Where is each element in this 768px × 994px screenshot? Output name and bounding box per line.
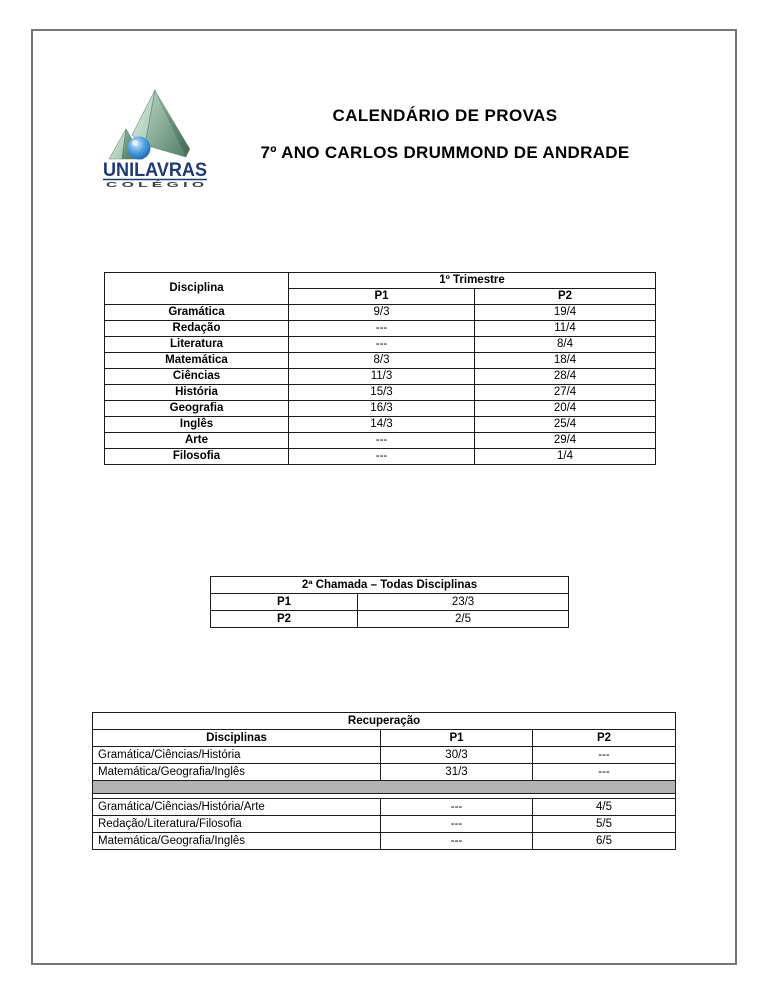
- cell-value: 23/3: [358, 594, 569, 611]
- cell-disciplina: Matemática: [105, 353, 289, 369]
- cell-p1: 14/3: [289, 417, 475, 433]
- cell-disciplina: Literatura: [105, 337, 289, 353]
- table-row: [105, 337, 656, 353]
- cell-disciplina: Filosofia: [105, 449, 289, 465]
- table-row: [93, 747, 676, 764]
- cell-p2: 11/4: [475, 321, 656, 337]
- header-p2: P2: [475, 289, 656, 305]
- cell-p1: 16/3: [289, 401, 475, 417]
- page-title: CALENDÁRIO DE PROVAS: [332, 106, 558, 125]
- cell-p2: 29/4: [475, 433, 656, 449]
- cell-p2: 19/4: [475, 305, 656, 321]
- cell-p1: ---: [381, 833, 533, 850]
- table-header-row: [211, 577, 569, 594]
- cell-p1: 11/3: [289, 369, 475, 385]
- table-row: [105, 321, 656, 337]
- unilavras-logo: [102, 87, 208, 188]
- header-p1: P1: [381, 730, 533, 747]
- table-row: [93, 799, 676, 816]
- cell-p2: ---: [533, 747, 676, 764]
- cell-p1: ---: [381, 816, 533, 833]
- table-header-row: [105, 273, 656, 289]
- cell-p1: ---: [289, 337, 475, 353]
- logo-sphere-icon: [128, 137, 151, 160]
- table-row: [105, 385, 656, 401]
- logo-colegio-label: C O L É G I O: [106, 180, 205, 188]
- cell-p1: ---: [289, 433, 475, 449]
- cell-disciplinas: Matemática/Geografia/Inglês: [93, 764, 381, 781]
- cell-disciplina: Ciências: [105, 369, 289, 385]
- cell-disciplina: Redação: [105, 321, 289, 337]
- cell-disciplina: Geografia: [105, 401, 289, 417]
- table-row: [105, 449, 656, 465]
- header-p2: P2: [533, 730, 676, 747]
- cell-p1: 30/3: [381, 747, 533, 764]
- cell-p2: 4/5: [533, 799, 676, 816]
- header-p1: P1: [289, 289, 475, 305]
- cell-value: 2/5: [358, 611, 569, 628]
- cell-p1: 8/3: [289, 353, 475, 369]
- table-row: [93, 764, 676, 781]
- cell-disciplina: Inglês: [105, 417, 289, 433]
- cell-label: P2: [211, 611, 358, 628]
- table-header-row: [93, 730, 676, 747]
- header-disciplinas: Disciplinas: [93, 730, 381, 747]
- table-row: [211, 594, 569, 611]
- cell-disciplina: Gramática: [105, 305, 289, 321]
- cell-disciplina: Arte: [105, 433, 289, 449]
- cell-p1: 31/3: [381, 764, 533, 781]
- cell-p2: ---: [533, 764, 676, 781]
- cell-p2: 1/4: [475, 449, 656, 465]
- cell-p2: 20/4: [475, 401, 656, 417]
- table-row: [105, 433, 656, 449]
- cell-p2: 28/4: [475, 369, 656, 385]
- cell-p2: 5/5: [533, 816, 676, 833]
- cell-disciplinas: Gramática/Ciências/História: [93, 747, 381, 764]
- header-disciplina: Disciplina: [105, 273, 289, 305]
- table-header-row: [93, 713, 676, 730]
- header-chamada: 2ª Chamada – Todas Disciplinas: [211, 577, 569, 594]
- cell-p1: ---: [289, 321, 475, 337]
- cell-p2: 27/4: [475, 385, 656, 401]
- logo-wordmark: UNILAVRAS: [103, 160, 207, 181]
- cell-p2: 8/4: [475, 337, 656, 353]
- table-row: [211, 611, 569, 628]
- cell-p2: 25/4: [475, 417, 656, 433]
- table-row: [105, 353, 656, 369]
- cell-disciplina: História: [105, 385, 289, 401]
- table-row: [93, 833, 676, 850]
- cell-label: P1: [211, 594, 358, 611]
- separator-row: [93, 781, 676, 794]
- cell-disciplinas: Gramática/Ciências/História/Arte: [93, 799, 381, 816]
- recuperacao-table: [92, 712, 676, 850]
- header-recuperacao: Recuperação: [93, 713, 676, 730]
- header-trimestre: 1º Trimestre: [289, 273, 656, 289]
- segunda-chamada-table: [210, 576, 569, 628]
- table-row: [105, 417, 656, 433]
- page-subtitle: 7º ANO CARLOS DRUMMOND DE ANDRADE: [260, 143, 630, 162]
- cell-p2: 6/5: [533, 833, 676, 850]
- cell-p1: 9/3: [289, 305, 475, 321]
- cell-p1: 15/3: [289, 385, 475, 401]
- cell-disciplinas: Matemática/Geografia/Inglês: [93, 833, 381, 850]
- cell-p1: ---: [289, 449, 475, 465]
- separator-band: [93, 781, 676, 794]
- table-row: [105, 401, 656, 417]
- table-row: [105, 369, 656, 385]
- table-row: [93, 816, 676, 833]
- cell-p1: ---: [381, 799, 533, 816]
- cell-disciplinas: Redação/Literatura/Filosofia: [93, 816, 381, 833]
- table-row: [105, 305, 656, 321]
- cell-p2: 18/4: [475, 353, 656, 369]
- trimestre-table: [104, 272, 656, 465]
